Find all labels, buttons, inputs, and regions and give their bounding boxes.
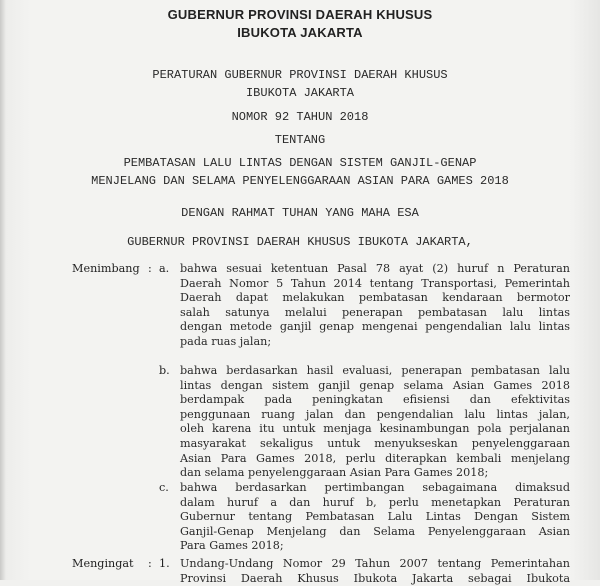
text-line: Ganjil-Genap Menjelang dan Selama Penyelenggaraan Asian [180,524,570,538]
text-line: dalam huruf a dan huruf b, perlu menetapkan Peraturan [180,495,570,509]
regulation-title-1: PERATURAN GUBERNUR PROVINSI DAERAH KHUSUS [152,68,448,82]
header-line-2: IBUKOTA JAKARTA [237,25,363,40]
text-line: Daerah dapat melakukan pembatasan kendaraan bermotor [180,291,570,305]
text-line: Provinsi Daerah Khusus Ibukota Jakarta sebagai Ibukota [180,571,570,585]
text-line: lintas dengan sistem ganjil genap selama Asian Games 2018 [180,378,570,392]
menimbang-label: Menimbang [72,262,140,275]
item-marker: 1. [159,557,170,570]
text-line: dengan metode ganjil genap mengenai pengendalian lalu lintas [180,320,570,334]
item-marker: a. [159,262,170,275]
mengingat-label: Mengingat [72,557,134,570]
regulation-title-2: IBUKOTA JAKARTA [245,86,355,100]
text-line: Asian Para Games 2018, perlu diterapkan kembali menjelang [180,451,570,465]
text-line: berdampak pada peningkatan efisiensi dan efektivitas [180,393,570,407]
regulation-blessing: DENGAN RAHMAT TUHAN YANG MAHA ESA [181,206,419,220]
regulation-subject-2: MENJELANG DAN SELAMA PENYELENGGARAAN ASIAN PARA GAMES 2018 [91,174,509,188]
text-line: Daerah Nomor 5 Tahun 2014 tentang Transportasi, Pemerintah [180,276,570,290]
text-line: Gubernur tentang Pembatasan Lalu Lintas Dengan Sistem [180,510,570,524]
menimbang-item-c [180,481,570,554]
regulation-about: TENTANG [274,133,326,147]
text-line: oleh karena itu untuk menjaga kesinambungan pola perjalanan [180,422,570,436]
text-line: dan selama penyelenggaraan Asian Para Games 2018; [180,466,489,480]
text-line: penggunaan ruang jalan dan pengendalian lalu lintas jalan, [180,407,570,421]
regulation-number: NOMOR 92 TAHUN 2018 [231,110,369,124]
text-line: pada ruas jalan; [180,334,272,348]
regulation-issuer: GUBERNUR PROVINSI DAERAH KHUSUS IBUKOTA JAKARTA, [127,235,473,249]
menimbang-item-a [180,262,570,350]
header-line-1: GUBERNUR PROVINSI DAERAH KHUSUS [167,7,433,22]
menimbang-item-b [180,364,570,481]
text-line: salah satunya melalui penerapan pembatasan lalu lintas [180,305,570,319]
regulation-subject-1: PEMBATASAN LALU LINTAS DENGAN SISTEM GANJIL-GENAP [123,156,477,170]
menimbang-colon: : [148,262,152,275]
text-line: bahwa berdasarkan pertimbangan sebagaimana dimaksud [180,481,570,494]
text-line: masyarakat sekaligus untuk menyukseskan penyelenggaraan [180,436,570,450]
text-line: bahwa sesuai ketentuan Pasal 78 ayat (2) huruf n Peraturan [180,262,570,275]
text-line: bahwa berdasarkan hasil evaluasi, penerapan pembatasan lalu [180,364,570,377]
text-line: Para Games 2018; [180,539,284,553]
mengingat-colon: : [148,557,152,570]
item-marker: b. [159,364,170,377]
mengingat-item-1 [180,557,570,586]
item-marker: c. [159,481,169,494]
text-line: Undang-Undang Nomor 29 Tahun 2007 tentang Pemerintahan [180,557,570,570]
